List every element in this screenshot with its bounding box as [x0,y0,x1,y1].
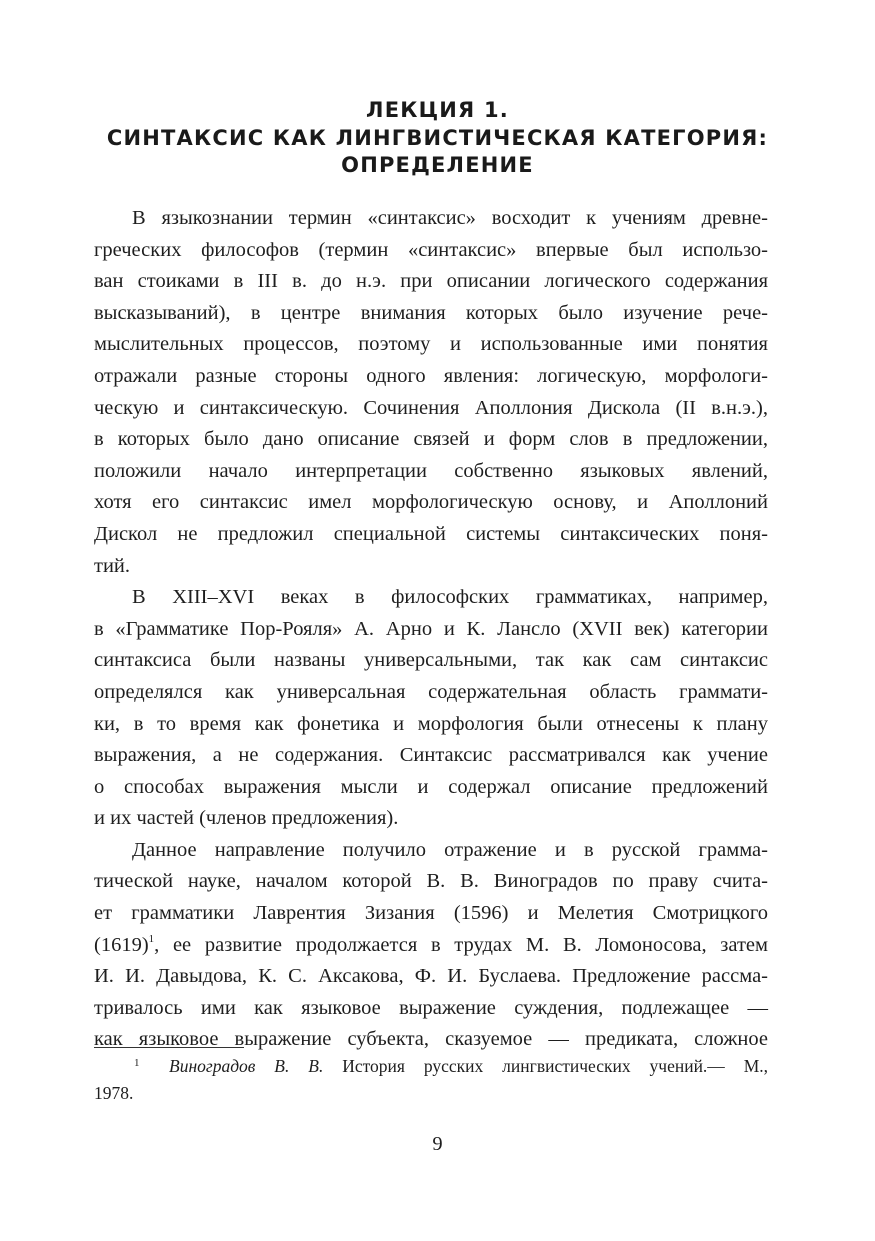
footnote-line: 1 Виноградов В. В. История русских лингвистических учений.— М., [134,1056,769,1076]
page-number: 9 [432,1133,443,1155]
text-line: ческую и синтаксическую. Сочинения Аполлония Дискола (II в.н.э.), [94,396,768,419]
text-line: выражения, а не содержания. Синтаксис рассматривался как учение [94,744,768,767]
text-line: ван стоиками в III в. до н.э. при описании логического содержания [94,270,768,293]
footnote [94,1053,768,1107]
text-line: отражали разные стороны одного явления: логическую, морфологи- [94,364,768,387]
text-line: в «Грамматике Пор-Рояля» А. Арно и К. Лансло (XVII век) категории [94,617,768,640]
text-line: хотя его синтаксис имел морфологическую основу, и Аполлоний [94,491,768,514]
text-line: И. И. Давыдова, К. С. Аксакова, Ф. И. Буслаева. Предложение рассма- [94,965,768,988]
text-line: В языкознании термин «синтаксис» восходит к учениям древне- [132,207,768,229]
text-line: В XIII–XVI веках в философских грамматиках, например, [132,586,768,609]
text-line: тической науке, началом которой В. В. Виноградов по праву счита- [94,870,768,893]
text-line: Данное направление получило отражение и в русской грамма- [132,838,768,861]
text-line: ки, в то время как фонетика и морфология были отнесены к плану [94,712,768,735]
heading-line-1: ЛЕКЦИЯ 1. [366,98,509,122]
text-line: как языковое выражение субъекта, сказуемое — предиката, сложное [94,1028,768,1051]
text-line: и их частей (членов предложения). [94,807,399,830]
heading-line-2: СИНТАКСИС КАК ЛИНГВИСТИЧЕСКАЯ КАТЕГОРИЯ: [106,125,769,150]
footnote-divider [94,1047,244,1048]
text-line-with-footnote-ref [94,930,768,962]
text-line: определялся как универсальная содержательная область граммати- [94,680,768,703]
chapter-heading [60,97,815,180]
text-line: тий. [94,554,131,577]
text-line: греческих философов (термин «синтаксис» впервые был использо- [94,238,768,261]
text-line: Дискол не предложил специальной системы синтаксических поня- [94,522,768,545]
text-line: ет грамматики Лаврентия Зизания (1596) и Мелетия Смотрицкого [94,902,768,925]
text-fragment: (1619) [94,933,149,956]
heading-line-3: ОПРЕДЕЛЕНИЕ [341,153,534,177]
body-text [94,203,768,1056]
text-line: о способах выражения мысли и содержал описание предложений [94,775,768,798]
text-line: положили начало интерпретации собственно языковых явлений, [94,459,768,482]
text-line: тривалось ими как языковое выражение суждения, подлежащее — [94,996,768,1019]
footnote-author: Виноградов В. В. [169,1056,324,1076]
footnote-line-2: 1978. [94,1083,134,1103]
text-line: в которых было дано описание связей и форм слов в предложении, [94,428,768,451]
text-line: синтаксиса были названы универсальными, так как сам синтаксис [94,649,768,672]
text-fragment: , ее развитие продолжается в трудах М. В. Ломоносова, затем [154,933,768,956]
text-line: мыслительных процессов, поэтому и использованные ими понятия [94,333,768,356]
footnote-text: История русских лингвистических учений.— М., [342,1056,769,1076]
footnote-ref: 1 [148,932,155,945]
text-line: высказываний), в центре внимания которых было изучение рече- [94,301,768,324]
